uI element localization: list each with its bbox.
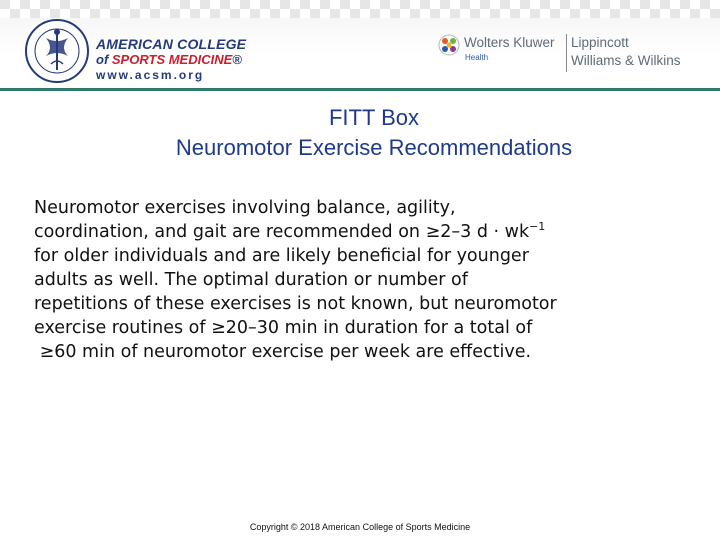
- pattern-square: [540, 0, 550, 9]
- pattern-column: [130, 0, 140, 18]
- pattern-square: [570, 9, 580, 18]
- pattern-square: [380, 0, 390, 9]
- pattern-square: [480, 0, 490, 9]
- pattern-square: [260, 0, 270, 9]
- pattern-square: [440, 9, 450, 18]
- pattern-square: [390, 9, 400, 18]
- acsm-name-line2: [96, 52, 242, 67]
- pattern-square: [120, 9, 130, 18]
- wolters-kluwer-logo: [438, 32, 698, 76]
- pattern-column: [430, 0, 440, 18]
- pattern-square: [160, 0, 170, 9]
- pattern-column: [350, 0, 360, 18]
- pattern-column: [380, 0, 390, 18]
- pattern-column: [500, 0, 510, 18]
- pattern-square: [670, 9, 680, 18]
- body-line: for older individuals and are likely beneficial for younger: [34, 246, 529, 266]
- pattern-square: [310, 9, 320, 18]
- pattern-square: [530, 9, 540, 18]
- pattern-square: [60, 0, 70, 9]
- pattern-column: [650, 0, 660, 18]
- pattern-column: [580, 0, 590, 18]
- slide-subtitle: Neuromotor Exercise Recommendations: [175, 135, 573, 160]
- acsm-logo: [18, 18, 247, 86]
- pattern-square: [270, 9, 280, 18]
- pattern-square: [530, 0, 540, 9]
- pattern-column: [640, 0, 650, 18]
- pattern-square: [30, 0, 40, 9]
- pattern-column: [50, 0, 60, 18]
- pattern-column: [340, 0, 350, 18]
- pattern-column: [590, 0, 600, 18]
- pattern-square: [700, 9, 710, 18]
- slide-body: [34, 196, 704, 364]
- pattern-column: [140, 0, 150, 18]
- pattern-square: [250, 9, 260, 18]
- pattern-column: [280, 0, 290, 18]
- pattern-column: [690, 0, 700, 18]
- pattern-square: [560, 0, 570, 9]
- pattern-column: [290, 0, 300, 18]
- pattern-square: [660, 9, 670, 18]
- pattern-square: [490, 0, 500, 9]
- pattern-square: [10, 9, 20, 18]
- pattern-square: [90, 0, 100, 9]
- pattern-column: [670, 0, 680, 18]
- pattern-column: [100, 0, 110, 18]
- pattern-square: [360, 0, 370, 9]
- body-line: adults as well. The optimal duration or number of: [34, 270, 468, 290]
- pattern-square: [510, 9, 520, 18]
- body-line-text: coordination, and gait are recommended on ≥2–3 d · wk: [34, 222, 530, 242]
- pattern-square: [240, 0, 250, 9]
- copyright-footer: Copyright © 2018 American College of Sports Medicine: [249, 522, 471, 532]
- pattern-square: [580, 9, 590, 18]
- pattern-square: [50, 9, 60, 18]
- pattern-square: [330, 9, 340, 18]
- pattern-square: [630, 0, 640, 9]
- pattern-square: [450, 9, 460, 18]
- pattern-square: [150, 9, 160, 18]
- wolters-kluwer-division: Health: [465, 53, 489, 62]
- pattern-column: [410, 0, 420, 18]
- pattern-square: [430, 0, 440, 9]
- pattern-column: [120, 0, 130, 18]
- pattern-column: [530, 0, 540, 18]
- pattern-column: [170, 0, 180, 18]
- pattern-column: [400, 0, 410, 18]
- pattern-square: [660, 0, 670, 9]
- pattern-square: [680, 0, 690, 9]
- pattern-square: [400, 9, 410, 18]
- pattern-column: [30, 0, 40, 18]
- pattern-square: [310, 0, 320, 9]
- pattern-square: [550, 9, 560, 18]
- pattern-column: [550, 0, 560, 18]
- pattern-square: [80, 9, 90, 18]
- acsm-of: of: [96, 52, 112, 67]
- pattern-square: [130, 9, 140, 18]
- pattern-column: [680, 0, 690, 18]
- pattern-column: [620, 0, 630, 18]
- pattern-column: [460, 0, 470, 18]
- pattern-square: [190, 0, 200, 9]
- pattern-square: [470, 9, 480, 18]
- pattern-column: [200, 0, 210, 18]
- pattern-square: [30, 9, 40, 18]
- slide-header: [0, 0, 720, 90]
- pattern-square: [450, 0, 460, 9]
- pattern-square: [330, 0, 340, 9]
- wolters-kluwer-mark-icon: [438, 34, 460, 56]
- pattern-column: [310, 0, 320, 18]
- pattern-square: [140, 0, 150, 9]
- pattern-square: [50, 0, 60, 9]
- pattern-square: [60, 9, 70, 18]
- body-line: [34, 220, 704, 244]
- pattern-square: [320, 9, 330, 18]
- pattern-column: [270, 0, 280, 18]
- pattern-square: [0, 9, 10, 18]
- pattern-square: [20, 0, 30, 9]
- pattern-column: [610, 0, 620, 18]
- pattern-square: [220, 0, 230, 9]
- pattern-square: [180, 9, 190, 18]
- pattern-column: [360, 0, 370, 18]
- pattern-square: [250, 0, 260, 9]
- acsm-website: www.acsm.org: [96, 68, 205, 82]
- pattern-square: [610, 0, 620, 9]
- pattern-column: [180, 0, 190, 18]
- pattern-square: [690, 9, 700, 18]
- pattern-square: [700, 0, 710, 9]
- pattern-square: [440, 0, 450, 9]
- pattern-square: [280, 9, 290, 18]
- body-line: repetitions of these exercises is not known, but neuromotor: [34, 294, 557, 314]
- pattern-square: [200, 9, 210, 18]
- acsm-name-line1: AMERICAN COLLEGE: [96, 36, 247, 52]
- pattern-square: [130, 0, 140, 9]
- pattern-square: [120, 0, 130, 9]
- pattern-square: [640, 9, 650, 18]
- body-line: Neuromotor exercises involving balance, agility,: [34, 198, 456, 218]
- pattern-square: [520, 9, 530, 18]
- pattern-square: [280, 0, 290, 9]
- header-pattern: [0, 0, 720, 18]
- pattern-square: [400, 0, 410, 9]
- pattern-column: [0, 0, 10, 18]
- pattern-square: [500, 0, 510, 9]
- pattern-square: [340, 0, 350, 9]
- pattern-column: [40, 0, 50, 18]
- pattern-square: [90, 9, 100, 18]
- pattern-square: [0, 0, 10, 9]
- pattern-square: [290, 0, 300, 9]
- body-line: ≥60 min of neuromotor exercise per week are effective.: [34, 342, 532, 362]
- pattern-column: [480, 0, 490, 18]
- pattern-square: [150, 0, 160, 9]
- pattern-column: [300, 0, 310, 18]
- pattern-square: [100, 9, 110, 18]
- pattern-square: [590, 9, 600, 18]
- pattern-square: [40, 0, 50, 9]
- pattern-column: [510, 0, 520, 18]
- pattern-square: [270, 0, 280, 9]
- pattern-square: [70, 9, 80, 18]
- pattern-square: [490, 9, 500, 18]
- pattern-square: [200, 0, 210, 9]
- pattern-column: [490, 0, 500, 18]
- pattern-column: [470, 0, 480, 18]
- pattern-square: [710, 0, 720, 9]
- pattern-column: [260, 0, 270, 18]
- pattern-square: [600, 0, 610, 9]
- pattern-square: [320, 0, 330, 9]
- pattern-square: [680, 9, 690, 18]
- pattern-square: [470, 0, 480, 9]
- header-divider: [0, 88, 720, 91]
- pattern-square: [360, 9, 370, 18]
- pattern-square: [690, 0, 700, 9]
- pattern-square: [170, 9, 180, 18]
- pattern-square: [410, 9, 420, 18]
- pattern-column: [110, 0, 120, 18]
- pattern-column: [210, 0, 220, 18]
- pattern-square: [520, 0, 530, 9]
- pattern-square: [10, 0, 20, 9]
- pattern-square: [420, 0, 430, 9]
- pattern-square: [160, 9, 170, 18]
- pattern-column: [600, 0, 610, 18]
- pattern-column: [540, 0, 550, 18]
- pattern-column: [390, 0, 400, 18]
- pattern-square: [210, 0, 220, 9]
- pattern-square: [630, 9, 640, 18]
- pattern-column: [700, 0, 710, 18]
- pattern-square: [600, 9, 610, 18]
- publisher-divider: [566, 34, 567, 72]
- pattern-square: [650, 0, 660, 9]
- superscript: −1: [529, 220, 546, 234]
- pattern-square: [620, 0, 630, 9]
- pattern-square: [340, 9, 350, 18]
- pattern-column: [90, 0, 100, 18]
- pattern-column: [240, 0, 250, 18]
- pattern-square: [710, 9, 720, 18]
- lww-line2: Williams & Wilkins: [571, 53, 681, 68]
- pattern-square: [480, 9, 490, 18]
- body-line: exercise routines of ≥20–30 min in duration for a total of: [34, 318, 533, 338]
- pattern-square: [290, 9, 300, 18]
- pattern-square: [350, 0, 360, 9]
- pattern-square: [550, 0, 560, 9]
- pattern-square: [180, 0, 190, 9]
- pattern-square: [370, 9, 380, 18]
- pattern-square: [650, 9, 660, 18]
- pattern-square: [80, 0, 90, 9]
- pattern-square: [110, 9, 120, 18]
- pattern-square: [370, 0, 380, 9]
- pattern-column: [330, 0, 340, 18]
- pattern-square: [640, 0, 650, 9]
- pattern-column: [20, 0, 30, 18]
- pattern-square: [380, 9, 390, 18]
- pattern-square: [190, 9, 200, 18]
- lww-line1: Lippincott: [571, 35, 629, 50]
- pattern-square: [590, 0, 600, 9]
- pattern-square: [210, 9, 220, 18]
- pattern-square: [40, 9, 50, 18]
- pattern-square: [170, 0, 180, 9]
- pattern-square: [350, 9, 360, 18]
- pattern-column: [250, 0, 260, 18]
- pattern-column: [320, 0, 330, 18]
- pattern-square: [100, 0, 110, 9]
- pattern-column: [570, 0, 580, 18]
- pattern-square: [570, 0, 580, 9]
- pattern-square: [420, 9, 430, 18]
- pattern-column: [220, 0, 230, 18]
- pattern-square: [460, 0, 470, 9]
- pattern-column: [710, 0, 720, 18]
- pattern-column: [70, 0, 80, 18]
- pattern-column: [370, 0, 380, 18]
- pattern-column: [420, 0, 430, 18]
- pattern-square: [540, 9, 550, 18]
- pattern-square: [430, 9, 440, 18]
- pattern-column: [160, 0, 170, 18]
- pattern-square: [610, 9, 620, 18]
- pattern-column: [440, 0, 450, 18]
- pattern-column: [150, 0, 160, 18]
- pattern-square: [460, 9, 470, 18]
- pattern-square: [500, 9, 510, 18]
- acsm-seal-icon: [24, 18, 90, 84]
- pattern-square: [560, 9, 570, 18]
- pattern-column: [630, 0, 640, 18]
- pattern-square: [260, 9, 270, 18]
- slide-title: FITT Box: [328, 105, 420, 130]
- pattern-column: [80, 0, 90, 18]
- pattern-square: [240, 9, 250, 18]
- acsm-registered-mark: ®: [232, 52, 242, 67]
- pattern-column: [60, 0, 70, 18]
- pattern-square: [230, 0, 240, 9]
- pattern-square: [220, 9, 230, 18]
- pattern-square: [140, 9, 150, 18]
- pattern-square: [410, 0, 420, 9]
- pattern-square: [20, 9, 30, 18]
- acsm-sports-medicine: SPORTS MEDICINE: [111, 52, 233, 67]
- pattern-square: [300, 0, 310, 9]
- pattern-square: [580, 0, 590, 9]
- pattern-column: [660, 0, 670, 18]
- pattern-square: [230, 9, 240, 18]
- pattern-square: [620, 9, 630, 18]
- pattern-column: [450, 0, 460, 18]
- pattern-square: [510, 0, 520, 9]
- pattern-column: [10, 0, 20, 18]
- pattern-square: [70, 0, 80, 9]
- pattern-column: [520, 0, 530, 18]
- wolters-kluwer-name: Wolters Kluwer: [464, 35, 555, 50]
- pattern-square: [390, 0, 400, 9]
- pattern-square: [300, 9, 310, 18]
- pattern-square: [670, 0, 680, 9]
- pattern-square: [110, 0, 120, 9]
- pattern-column: [560, 0, 570, 18]
- pattern-column: [190, 0, 200, 18]
- pattern-column: [230, 0, 240, 18]
